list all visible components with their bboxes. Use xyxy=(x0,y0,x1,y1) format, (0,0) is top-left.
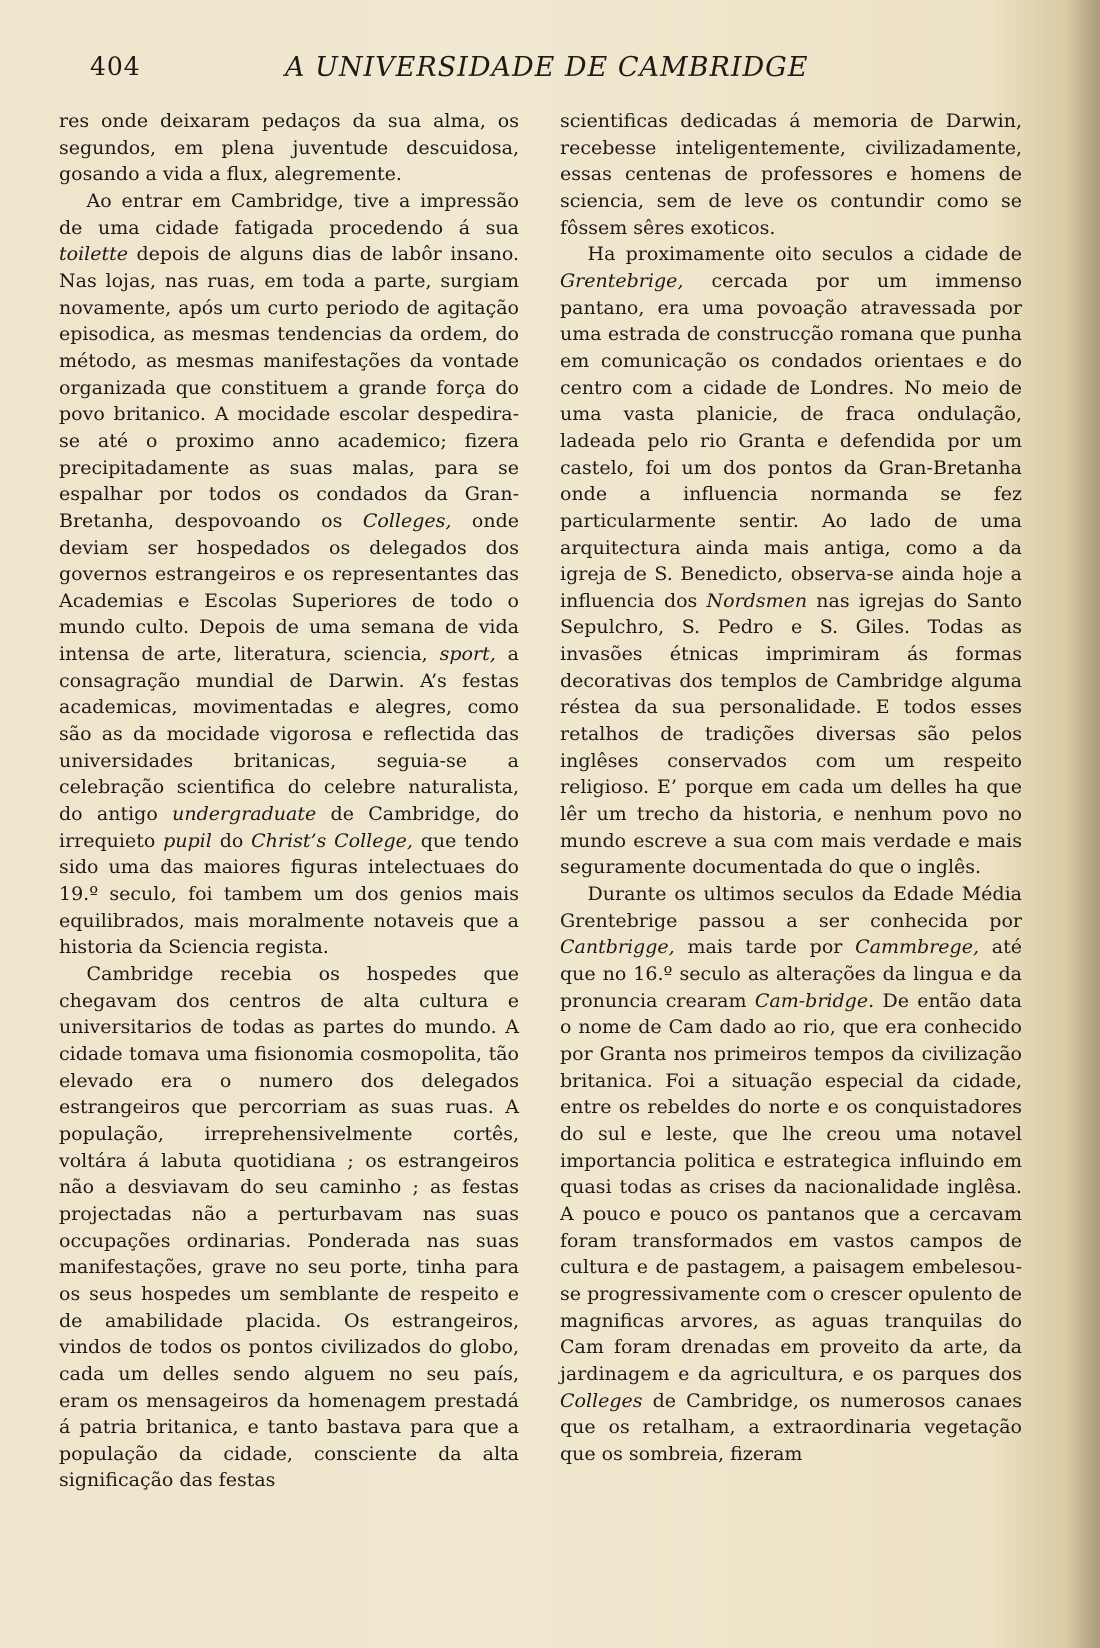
text-run: cercada por um immenso pantano, era uma povoação atravessada por uma estrada de construcção romana que punha em comunicação os condados orientaes e do centro com a cidade de Londres. No meio de uma vasta planicie, de fraca ondulação, ladeada pelo rio Granta e defendida por um castelo, foi um dos pontos da Gran-Bretanha onde a influencia normanda se fez particularmente sentir. Ao lado de uma arquitectura ainda mais antiga, como a da igreja de S. Benedicto, observa-se ainda hoje a influencia dos xyxy=(560,269,1022,612)
page-header xyxy=(90,52,1020,92)
text-run: que tendo sido uma das maiores figuras intelectuaes do 19.º seculo, foi tambem um dos genios mais equilibrados, mais moralmente notaveis que a historia da Sciencia regista. xyxy=(59,829,519,959)
text-run: mais tarde por xyxy=(674,936,856,959)
italic-term: Nordsmen xyxy=(706,589,808,612)
text-run: de Cambridge, do irrequieto xyxy=(59,803,519,852)
italic-term: Colleges xyxy=(560,1389,643,1412)
italic-term: pupil xyxy=(163,829,212,852)
italic-term: undergraduate xyxy=(172,803,317,826)
italic-term: Colleges, xyxy=(362,509,452,532)
text-run: Ha proximamente oito seculos a cidade de xyxy=(587,243,1022,266)
paragraph: scientificas dedicadas á memoria de Darwin, recebesse inteligentemente, civilizadamente, essas centenas de professores e homens de sciencia, sem de leve os contundir como se fôssem sêres exoticos. xyxy=(560,110,1022,239)
paragraph: res onde deixaram pedaços da sua alma, os segundos, em plena juventude descuidosa, gosando a vida a flux, alegremente. xyxy=(59,110,519,186)
text-run: do xyxy=(211,829,252,852)
right-column xyxy=(560,108,1022,1467)
paragraph xyxy=(560,881,1022,1467)
left-column xyxy=(59,108,519,1494)
text-run: Durante os ultimos seculos da Edade Média Grentebrige passou a ser conhecida por xyxy=(560,883,1022,932)
text-run: nas igrejas do Santo Sepulchro, S. Pedro e S. Giles. Todas as invasões étnicas imprimiram ás formas decorativas dos templos de Cambridge alguma réstea da sua personalidade. E todos esses retalhos de tradições diversas são pelos inglêses conservados com um respeito religioso. E’ porque em cada um delles ha que lêr um trecho da historia, e nenhum povo no mundo escreve a sua com mais verdade e mais seguramente documentada do que o inglês. xyxy=(560,589,1022,879)
page-number: 404 xyxy=(90,52,141,81)
text-run: até que no 16.º seculo as alterações da lingua e da pronuncia crearam xyxy=(560,936,1022,1012)
italic-term: Cammbrege, xyxy=(855,936,979,959)
italic-term: Grentebrige, xyxy=(560,269,684,292)
paragraph xyxy=(560,241,1022,881)
italic-term: Cantbrigge, xyxy=(560,936,675,959)
text-run: onde deviam ser hospedados os delegados dos governos estrangeiros e os representantes das Academias e Escolas Superiores de todo o mundo culto. Depois de uma semana de vida intensa de arte, literatura, sciencia, xyxy=(59,509,520,666)
text-run: De então data o nome de Cam dado ao rio, que era conhecido por Granta nos primeiros tempos da civilização britanica. Foi a situação especial da cidade, entre os rebeldes do norte e os conquistadores do sul e leste, que lhe creou uma notavel importancia politica e estrategica influindo em quasi todas as crises da nacionalidade inglêsa. A pouco e pouco os pantanos que a cercavam foram transformados em vastos campos de cultura e de pastagem, a paisagem embelesou-se progressivamente com o crescer opulento de magnificas arvores, as aguas tranquilas do Cam foram drenadas em proveito da arte, da jardinagem e da agricultura, e os parques dos xyxy=(560,989,1022,1385)
text-run: a consagração mundial de Darwin. A’s festas academicas, movimentadas e alegres, como são as da mocidade vigorosa e reflectida das universidades britanicas, seguia-se a celebração scientifica do celebre naturalista, do antigo xyxy=(59,643,519,826)
italic-term: Cam-bridge. xyxy=(754,989,875,1012)
running-title: A UNIVERSIDADE DE CAMBRIDGE xyxy=(285,52,809,83)
text-run: de Cambridge, os numerosos canaes que os retalham, a extraordinaria vegetação que os sombreia, fizeram xyxy=(560,1389,1022,1465)
paragraph xyxy=(59,188,519,961)
italic-term: Christ’s College, xyxy=(251,829,413,852)
text-run: Ao entrar em Cambridge, tive a impressão de uma cidade fatigada procedendo á sua xyxy=(59,189,519,239)
paragraph: Cambridge recebia os hospedes que chegavam dos centros de alta cultura e universitarios de todas as partes do mundo. A cidade tomava uma fisionomia cosmopolita, tão elevado era o numero dos delegados estrangeiros que percorriam as suas ruas. A população, irreprehensivelmente cortês, voltára á labuta quotidiana ; os estrangeiros não a desviavam do seu caminho ; as festas projectadas não a perturbavam nas suas occupações ordinarias. Ponderada nas suas manifestações, grave no seu porte, tinha para os seus hospedes um semblante de respeito e de amabilidade placida. Os estrangeiros, vindos de todos os pontos civilizados do globo, cada um delles sendo alguem no seu país, eram os mensageiros da homenagem prestadá á patria britanica, e tanto bastava para que a população da cidade, consciente da alta significação das festas xyxy=(59,963,519,1492)
italic-term: sport, xyxy=(439,643,496,666)
italic-term: toilette xyxy=(59,243,128,266)
text-run: depois de alguns dias de labôr insano. Nas lojas, nas ruas, em toda a parte, surgiam novamente, após um curto periodo de agitação episodica, as mesmas tendencias da ordem, do método, as mesmas manifestações da vontade organizada que constituem a grande força do povo britanico. A mocidade escolar despedira-se até o proximo anno academico; fizera precipitadamente as suas malas, para se espalhar por todos os condados da Gran-Bretanha, despovoando os xyxy=(59,243,519,532)
